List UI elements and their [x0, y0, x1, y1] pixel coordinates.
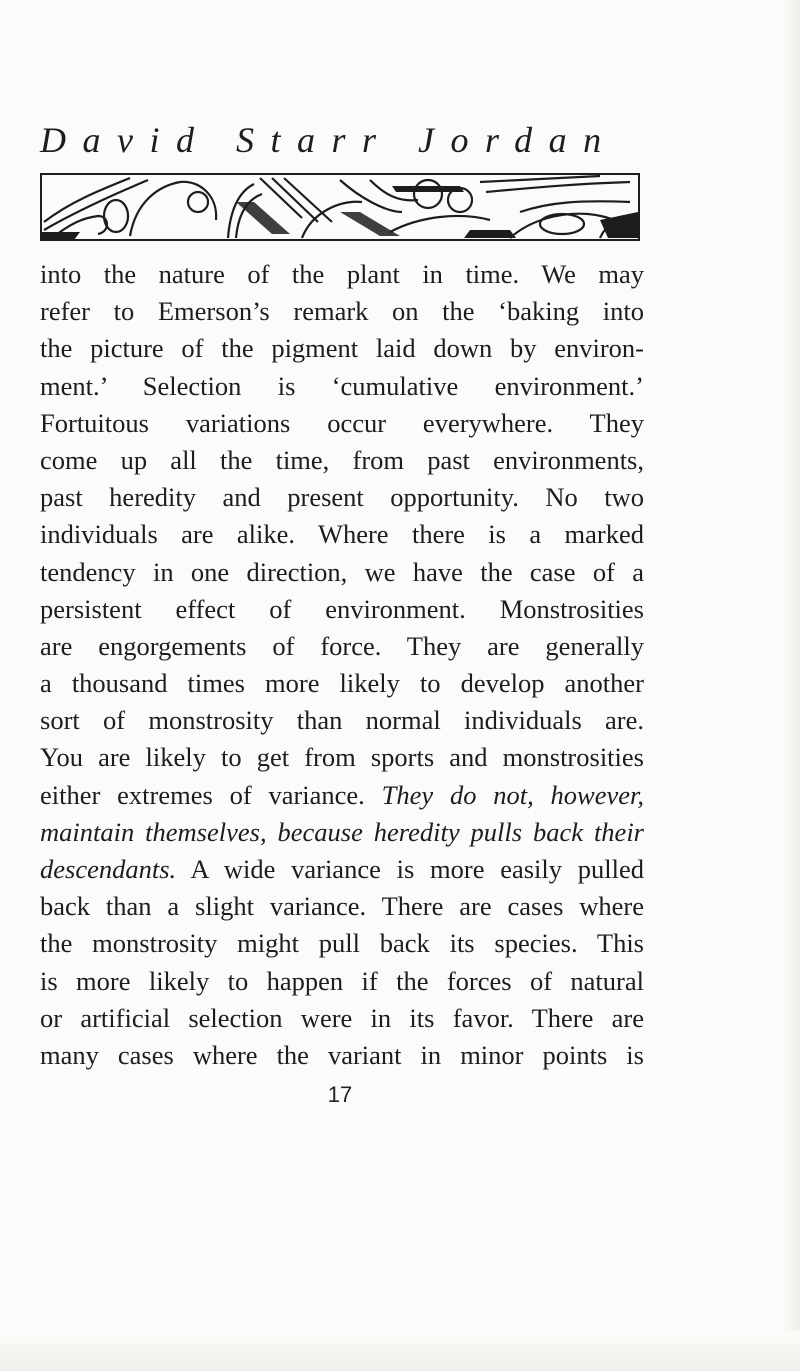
text-line [40, 702, 644, 739]
text-line [40, 368, 644, 405]
page-number: 17 [327, 1082, 353, 1107]
line-text: Fortuitous variations occur everywhere. They [40, 407, 644, 438]
italic-text: maintain themselves, because heredity pulls back their [40, 816, 644, 847]
line-text: past heredity and present opportunity. No two [40, 482, 644, 513]
line-text: the monstrosity might pull back its species. This [40, 928, 644, 959]
text-line [40, 516, 644, 553]
line-text: come up all the time, from past environments, [40, 444, 644, 475]
line-text: ment.’ Selection is ‘cumulative environment.’ [40, 370, 644, 401]
line-text: back than a slight variance. There are cases where [40, 891, 644, 922]
line-text: sort of monstrosity than normal individuals are. [40, 705, 644, 736]
page-bottom-shadow [0, 1331, 800, 1371]
text-line [40, 479, 644, 516]
text-line [40, 665, 644, 702]
line-text: a thousand times more likely to develop another [40, 668, 644, 699]
line-text: either extremes of variance. [40, 779, 382, 810]
page-edge-shadow [784, 0, 800, 1371]
line-text: You are likely to get from sports and monstrosities [40, 742, 644, 773]
line-text: tendency in one direction, we have the case of a [40, 556, 644, 587]
text-line [40, 1037, 644, 1074]
text-line [40, 293, 644, 330]
line-text: persistent effect of environment. Monstrosities [40, 593, 644, 624]
decorative-headpiece-ornament [40, 172, 640, 242]
text-line [40, 554, 644, 591]
body-text [40, 256, 644, 1074]
text-line [40, 330, 644, 367]
line-text: is more likely to happen if the forces of natural [40, 965, 644, 996]
line-text: the picture of the pigment laid down by environ- [40, 333, 644, 364]
text-line [40, 814, 644, 851]
line-text: refer to Emerson’s remark on the ‘baking into [40, 296, 644, 327]
italic-text: They do not, however, [381, 779, 644, 810]
text-line [40, 963, 644, 1000]
text-line [40, 777, 644, 814]
text-line [40, 256, 644, 293]
text-line [40, 591, 644, 628]
text-line [40, 925, 644, 962]
italic-text: descendants. [40, 854, 177, 884]
text-line [40, 739, 644, 776]
text-line [40, 1000, 644, 1037]
running-head [40, 118, 640, 162]
running-head-text: David Starr Jordan [40, 120, 618, 160]
line-text: many cases where the variant in minor points is [40, 1039, 644, 1070]
text-line [40, 888, 644, 925]
line-text: are engorgements of force. They are generally [40, 630, 644, 661]
line-text: individuals are alike. Where there is a marked [40, 519, 644, 550]
text-line [40, 405, 644, 442]
text-line [40, 851, 644, 888]
text-line [40, 628, 644, 665]
line-text: or artificial selection were in its favor. There are [40, 1002, 644, 1033]
line-text: A wide variance is more easily pulled [176, 854, 644, 884]
text-line [40, 442, 644, 479]
line-text: into the nature of the plant in time. We may [40, 259, 644, 289]
